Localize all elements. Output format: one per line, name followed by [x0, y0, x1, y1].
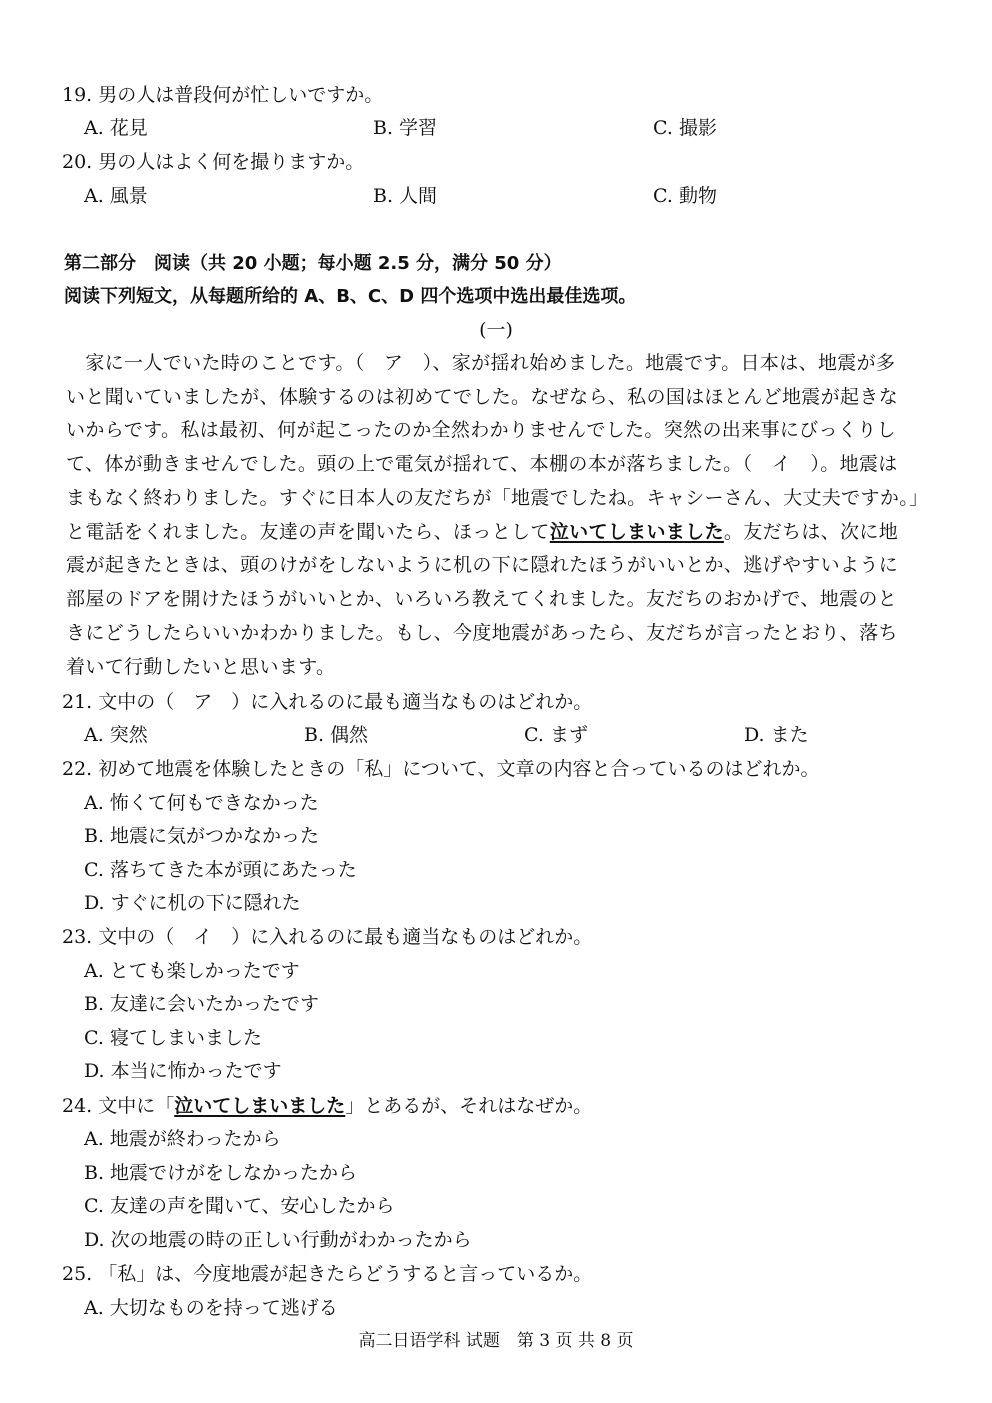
q23-option-a: A. とても楽しかったです: [84, 960, 300, 982]
passage-line: いと聞いていましたが、体験するのは初めてでした。なぜなら、私の国はほとんど地震が起きな: [66, 386, 899, 408]
q20-option-b: B. 人間: [373, 185, 438, 207]
question-24-stem: [62, 1093, 592, 1119]
question-25-stem: 25. 「私」は、今度地震が起きたらどうすると言っているか。: [62, 1263, 593, 1285]
question-21-stem: 21. 文中の（ ア ）に入れるのに最も適当なものはどれか。: [62, 691, 593, 713]
q24-option-c: C. 友達の声を聞いて、安心したから: [84, 1195, 395, 1217]
passage-line: 震が起きたときは、頭のけがをしないように机の下に隠れたほうがいいとか、逃げやすいように: [66, 554, 899, 576]
underlined-phrase: 泣いてしまいました: [174, 1095, 346, 1117]
stem-text: 24. 文中に「: [62, 1095, 175, 1117]
q22-option-c: C. 落ちてきた本が頭にあたった: [84, 859, 357, 881]
passage-text: と電話をくれました。友達の声を聞いたら、ほっとして: [66, 521, 550, 543]
q19-option-c: C. 撮影: [653, 117, 717, 139]
question-20-stem: 20. 男の人はよく何を撮りますか。: [62, 151, 365, 173]
q22-option-d: D. すぐに机の下に隠れた: [84, 892, 301, 914]
q21-option-c: C. まず: [524, 724, 588, 746]
q23-option-d: D. 本当に怖かったです: [84, 1060, 282, 1082]
q24-option-a: A. 地震が終わったから: [84, 1128, 281, 1150]
question-23-stem: 23. 文中の（ イ ）に入れるのに最も適当なものはどれか。: [62, 926, 593, 948]
q21-option-a: A. 突然: [84, 724, 148, 746]
q21-option-d: D. また: [744, 724, 809, 746]
passage-line: まもなく終わりました。すぐに日本人の友だちが「地震でしたね。キャシーさん、大丈夫ですか。」: [66, 487, 929, 509]
q23-option-b: B. 友達に会いたかったです: [84, 993, 320, 1015]
passage-line: て、体が動きませんでした。頭の上で電気が揺れて、本棚の本が落ちました。（ イ ）。地震は: [66, 453, 898, 475]
q21-option-b: B. 偶然: [304, 724, 369, 746]
q25-option-a: A. 大切なものを持って逃げる: [84, 1297, 338, 1319]
passage-line: きにどうしたらいいかわかりました。もし、今度地震があったら、友だちが言ったとおり、落ち: [66, 622, 898, 644]
passage-line: 家に一人でいた時のことです。（ ア ）、家が揺れ始めました。地震です。日本は、地震が多: [66, 352, 896, 374]
underlined-phrase: 泣いてしまいました: [549, 521, 724, 543]
q22-option-a: A. 怖くて何もできなかった: [84, 792, 319, 814]
q19-option-a: A. 花見: [84, 117, 148, 139]
section-instruction: 阅读下列短文，从每题所给的 A、B、C、D 四个选项中选出最佳选项。: [64, 286, 637, 307]
section-title: 第二部分 阅读（共 20 小题；每小题 2.5 分，满分 50 分）: [64, 253, 562, 274]
q22-option-b: B. 地震に気がつかなかった: [84, 825, 320, 847]
passage-line: いからです。私は最初、何が起こったのか全然わかりませんでした。突然の出来事にびっくりし: [66, 419, 896, 441]
stem-text: 」とあるが、それはなぜか。: [345, 1095, 593, 1117]
page-footer: 高二日语学科 试题 第 3 页 共 8 页: [358, 1331, 634, 1351]
q23-option-c: C. 寝てしまいました: [84, 1027, 262, 1049]
passage-text: 。友だちは、次に地: [723, 521, 899, 543]
passage-number: (一): [479, 319, 513, 341]
q24-option-d: D. 次の地震の時の正しい行動がわかったから: [84, 1229, 472, 1251]
q19-option-b: B. 学習: [373, 117, 438, 139]
question-22-stem: 22. 初めて地震を体験したときの「私」について、文章の内容と合っているのはどれか。: [62, 758, 820, 780]
passage-line: 部屋のドアを開けたほうがいいとか、いろいろ教えてくれました。友だちのおかげで、地震のと: [66, 588, 898, 610]
passage-line: [66, 516, 926, 549]
q20-option-a: A. 風景: [84, 185, 148, 207]
q24-option-b: B. 地震でけがをしなかったから: [84, 1162, 358, 1184]
question-19-stem: 19. 男の人は普段何が忙しいですか。: [62, 84, 384, 106]
passage-line: 着いて行動したいと思います。: [66, 656, 336, 678]
q20-option-c: C. 動物: [653, 185, 717, 207]
